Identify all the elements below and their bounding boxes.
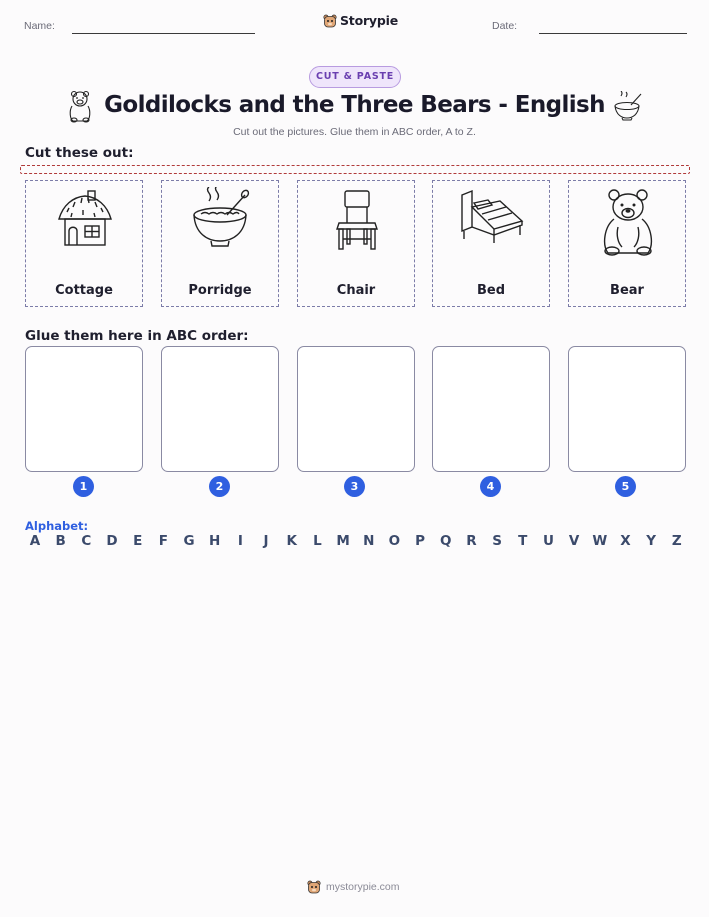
alphabet-letter: Z <box>671 533 682 549</box>
alphabet-letter: P <box>415 533 426 549</box>
footer <box>307 880 400 894</box>
alphabet-row <box>25 533 687 549</box>
glue-slot-1[interactable] <box>25 346 143 472</box>
alphabet-letter: H <box>209 533 221 549</box>
alphabet-letter: B <box>55 533 66 549</box>
slot-number-1: 1 <box>73 476 94 497</box>
porridge-icon <box>189 187 253 251</box>
glue-section-heading: Glue them here in ABC order: <box>25 328 249 344</box>
alphabet-letter: X <box>620 533 631 549</box>
bear-icon <box>596 187 660 257</box>
name-label: Name: <box>24 20 55 32</box>
slot-number-3: 3 <box>344 476 365 497</box>
glue-slot-3[interactable] <box>297 346 415 472</box>
card-label: Cottage <box>55 283 113 298</box>
porridge-bowl-icon <box>612 91 644 121</box>
alphabet-letter: N <box>363 533 375 549</box>
activity-badge: CUT & PASTE <box>309 66 401 88</box>
cut-card-cottage[interactable] <box>25 180 143 307</box>
instructions: Cut out the pictures. Glue them in ABC order, A to Z. <box>233 126 476 138</box>
brand-logo <box>323 13 398 28</box>
bear-mascot-icon <box>307 880 321 894</box>
alphabet-letter: I <box>237 533 243 549</box>
alphabet-letter: L <box>313 533 322 549</box>
slot-number-5: 5 <box>615 476 636 497</box>
alphabet-letter: U <box>542 533 554 549</box>
worksheet-title: Goldilocks and the Three Bears - English <box>104 92 605 118</box>
slot-number-2: 2 <box>209 476 230 497</box>
alphabet-letter: C <box>81 533 92 549</box>
chair-icon <box>325 187 389 251</box>
card-label: Chair <box>336 283 376 298</box>
alphabet-letter: A <box>29 533 41 549</box>
alphabet-label: Alphabet: <box>25 519 89 533</box>
name-line <box>72 33 255 34</box>
cut-card-bear[interactable] <box>568 180 686 307</box>
alphabet-letter: S <box>492 533 502 549</box>
footer-site[interactable]: mystorypie.com <box>326 881 400 893</box>
alphabet-letter: W <box>592 533 608 549</box>
alphabet-letter: E <box>133 533 143 549</box>
alphabet-letter: V <box>568 533 580 549</box>
cottage-icon <box>53 187 117 251</box>
brand-name: Storypie <box>340 13 398 28</box>
bear-mascot-icon <box>323 14 337 28</box>
cut-card-bed[interactable] <box>432 180 550 307</box>
alphabet-letter: M <box>336 533 350 549</box>
alphabet-letter: Y <box>646 533 657 549</box>
slot-number-4: 4 <box>480 476 501 497</box>
glue-slot-4[interactable] <box>432 346 550 472</box>
cut-card-chair[interactable] <box>297 180 415 307</box>
alphabet-letter: D <box>106 533 118 549</box>
card-label: Bear <box>610 283 644 298</box>
cut-line <box>20 165 690 174</box>
bed-icon <box>460 187 524 251</box>
alphabet-letter: G <box>183 533 195 549</box>
card-label: Porridge <box>188 283 252 298</box>
alphabet-letter: J <box>263 533 269 549</box>
alphabet-letter: Q <box>440 533 452 549</box>
alphabet-letter: O <box>388 533 401 549</box>
alphabet-letter: T <box>518 533 528 549</box>
glue-slot-2[interactable] <box>161 346 279 472</box>
alphabet-letter: R <box>466 533 477 549</box>
glue-slot-5[interactable] <box>568 346 686 472</box>
alphabet-letter: K <box>286 533 297 549</box>
cut-card-porridge[interactable] <box>161 180 279 307</box>
alphabet-letter: F <box>158 533 168 549</box>
cut-section-heading: Cut these out: <box>25 145 134 161</box>
card-label: Bed <box>476 283 506 298</box>
date-line <box>539 33 687 34</box>
date-label: Date: <box>492 20 518 32</box>
